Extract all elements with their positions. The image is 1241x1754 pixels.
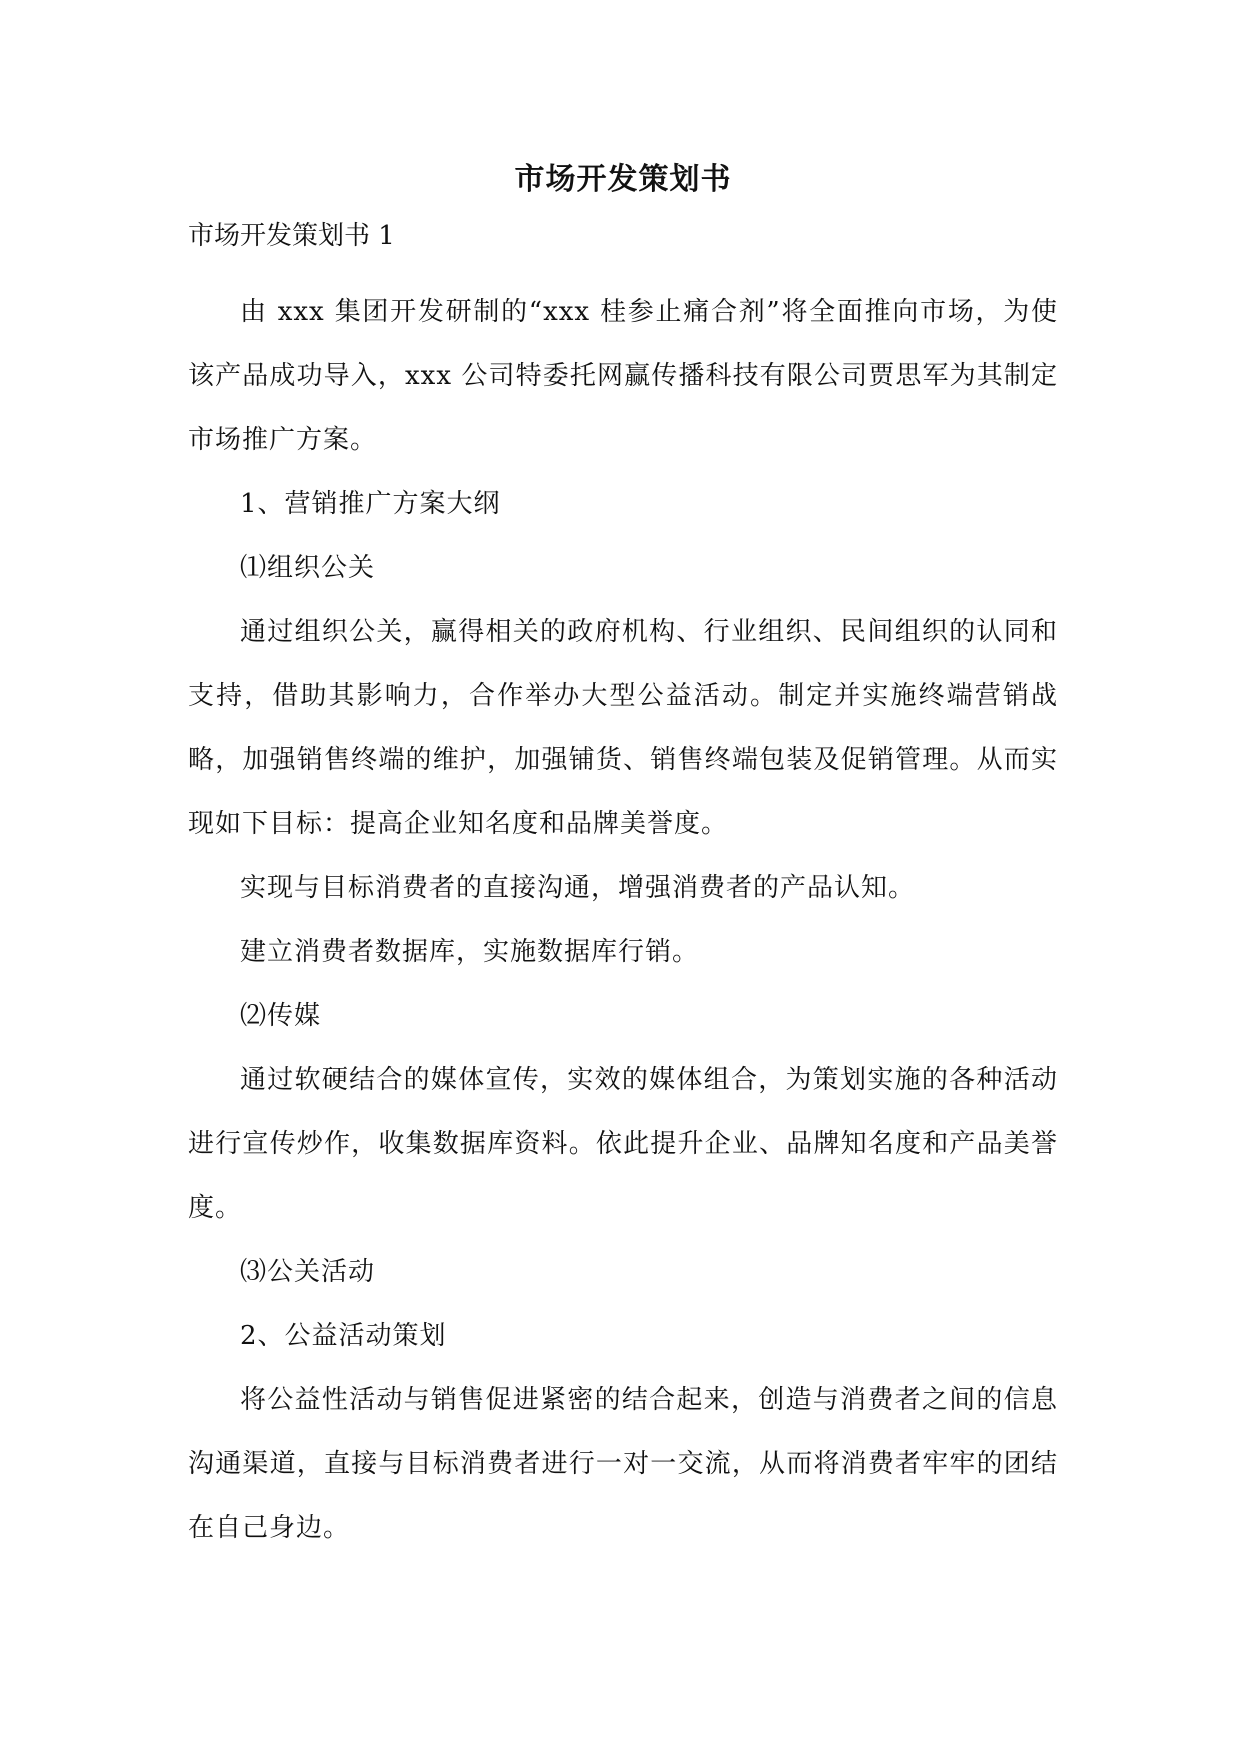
- subheading-pr-activities: ⑶公关活动: [240, 1257, 376, 1287]
- paragraph-intro: 由 xxx 集团开发研制的“xxx 桂参止痛合剂”将全面推向市场，为使该产品成功导入，xxx 公司特委托网赢传播科技有限公司贾思军为其制定市场推广方案。: [188, 297, 1058, 455]
- paragraph-media: 通过软硬结合的媒体宣传，实效的媒体组合，为策划实施的各种活动进行宣传炒作，收集数据库资料。依此提升企业、品牌知名度和产品美誉度。: [188, 1065, 1058, 1223]
- paragraph-direct-communication: 实现与目标消费者的直接沟通，增强消费者的产品认知。: [240, 873, 916, 903]
- document-title: 市场开发策划书: [514, 162, 732, 197]
- document-page: [188, 160, 1058, 1560]
- heading-outline: 1、营销推广方案大纲: [240, 489, 501, 519]
- paragraph-public-welfare: 将公益性活动与销售促进紧密的结合起来，创造与消费者之间的信息沟通渠道，直接与目标消费者进行一对一交流，从而将消费者牢牢的团结在自己身边。: [188, 1385, 1058, 1543]
- subheading-organization-pr: ⑴组织公关: [240, 553, 376, 583]
- paragraph-organization-pr: 通过组织公关，赢得相关的政府机构、行业组织、民间组织的认同和支持，借助其影响力，合作举办大型公益活动。制定并实施终端营销战略，加强销售终端的维护，加强铺货、销售终端包装及促销管理。从而实现如下目标：提高企业知名度和品牌美誉度。: [188, 617, 1058, 839]
- subheading-media: ⑵传媒: [240, 1001, 322, 1031]
- heading-public-welfare: 2、公益活动策划: [240, 1321, 447, 1351]
- paragraph-database-marketing: 建立消费者数据库，实施数据库行销。: [240, 937, 700, 967]
- document-subtitle: 市场开发策划书 1: [188, 221, 395, 251]
